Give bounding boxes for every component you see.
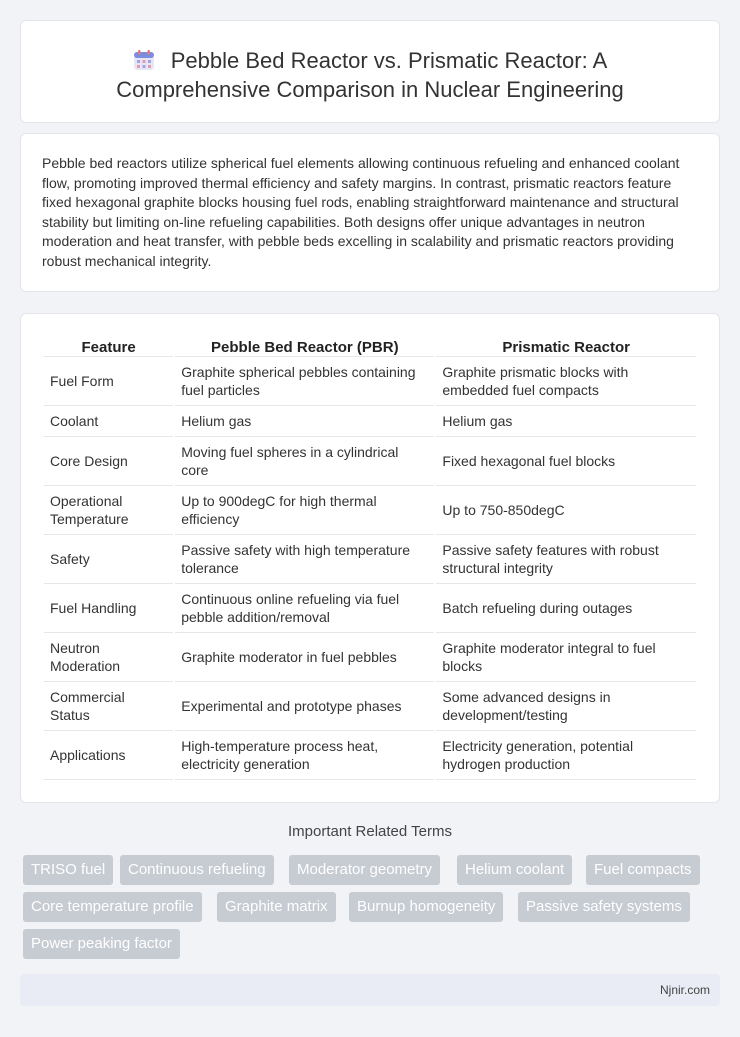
term-tag[interactable]: Helium coolant bbox=[457, 855, 572, 885]
row-prismatic-value: Electricity generation, potential hydrogen production bbox=[436, 731, 696, 780]
table-header-row bbox=[44, 333, 696, 357]
row-pbr-value: Helium gas bbox=[175, 406, 434, 437]
row-feature: Core Design bbox=[44, 437, 173, 486]
table-row bbox=[44, 486, 696, 535]
term-tag[interactable]: Burnup homogeneity bbox=[349, 892, 503, 922]
row-prismatic-value: Some advanced designs in development/testing bbox=[436, 682, 696, 731]
row-pbr-value: Passive safety with high temperature tolerance bbox=[175, 535, 434, 584]
row-prismatic-value: Graphite prismatic blocks with embedded fuel compacts bbox=[436, 357, 696, 406]
intro-card bbox=[20, 133, 720, 292]
row-feature: Coolant bbox=[44, 406, 173, 437]
term-tag[interactable]: Power peaking factor bbox=[23, 929, 180, 959]
table-row bbox=[44, 437, 696, 486]
calendar-icon bbox=[133, 49, 155, 71]
table-row bbox=[44, 731, 696, 780]
table-row bbox=[44, 406, 696, 437]
row-pbr-value: Up to 900degC for high thermal efficiency bbox=[175, 486, 434, 535]
header-prismatic: Prismatic Reactor bbox=[436, 333, 696, 357]
row-feature: Fuel Handling bbox=[44, 584, 173, 633]
term-tag[interactable]: Passive safety systems bbox=[518, 892, 690, 922]
intro-paragraph: Pebble bed reactors utilize spherical fuel elements allowing continuous refueling and enhanced coolant flow, promoting improved thermal efficiency and safety margins. In contrast, prismatic reactors feature fixed hexagonal graphite blocks housing fuel rods, enabling straightforward maintenance and structural stability but limiting on-line refueling capabilities. Both designs offer unique advantages in neutron moderation and heat transfer, with pebble beds excelling in scalability and prismatic reactors providing robust mechanical integrity. bbox=[42, 155, 680, 269]
related-terms-title: Important Related Terms bbox=[288, 823, 452, 840]
row-prismatic-value: Graphite moderator integral to fuel blocks bbox=[436, 633, 696, 682]
term-tag[interactable]: Graphite matrix bbox=[217, 892, 336, 922]
row-feature: Operational Temperature bbox=[44, 486, 173, 535]
row-prismatic-value: Passive safety features with robust structural integrity bbox=[436, 535, 696, 584]
footer bbox=[20, 974, 720, 1006]
term-tag[interactable]: Continuous refueling bbox=[120, 855, 274, 885]
header-pebble-bed: Pebble Bed Reactor (PBR) bbox=[175, 333, 434, 357]
row-pbr-value: Experimental and prototype phases bbox=[175, 682, 434, 731]
row-feature: Fuel Form bbox=[44, 357, 173, 406]
row-feature: Safety bbox=[44, 535, 173, 584]
footer-site-link[interactable]: Njnir.com bbox=[659, 983, 710, 997]
table-row bbox=[44, 633, 696, 682]
comparison-table bbox=[42, 333, 698, 780]
row-feature: Applications bbox=[44, 731, 173, 780]
row-pbr-value: High-temperature process heat, electricity generation bbox=[175, 731, 434, 780]
row-feature: Neutron Moderation bbox=[44, 633, 173, 682]
term-tag[interactable]: Moderator geometry bbox=[289, 855, 440, 885]
term-tag[interactable]: TRISO fuel bbox=[23, 855, 113, 885]
header-feature: Feature bbox=[44, 333, 173, 357]
comparison-table-card bbox=[20, 313, 720, 803]
title-card bbox=[20, 20, 720, 123]
page-title-wrap bbox=[61, 46, 679, 104]
table-row bbox=[44, 357, 696, 406]
table-row bbox=[44, 682, 696, 731]
row-prismatic-value: Helium gas bbox=[436, 406, 696, 437]
row-prismatic-value: Fixed hexagonal fuel blocks bbox=[436, 437, 696, 486]
row-prismatic-value: Up to 750-850degC bbox=[436, 486, 696, 535]
table-row bbox=[44, 584, 696, 633]
term-tag[interactable]: Fuel compacts bbox=[586, 855, 700, 885]
row-prismatic-value: Batch refueling during outages bbox=[436, 584, 696, 633]
row-pbr-value: Graphite moderator in fuel pebbles bbox=[175, 633, 434, 682]
page-title: Pebble Bed Reactor vs. Prismatic Reactor: A Comprehensive Comparison in Nuclear Engineering bbox=[116, 48, 624, 102]
table-row bbox=[44, 535, 696, 584]
row-pbr-value: Graphite spherical pebbles containing fuel particles bbox=[175, 357, 434, 406]
row-feature: Commercial Status bbox=[44, 682, 173, 731]
row-pbr-value: Moving fuel spheres in a cylindrical core bbox=[175, 437, 434, 486]
row-pbr-value: Continuous online refueling via fuel pebble addition/removal bbox=[175, 584, 434, 633]
term-tag[interactable]: Core temperature profile bbox=[23, 892, 202, 922]
